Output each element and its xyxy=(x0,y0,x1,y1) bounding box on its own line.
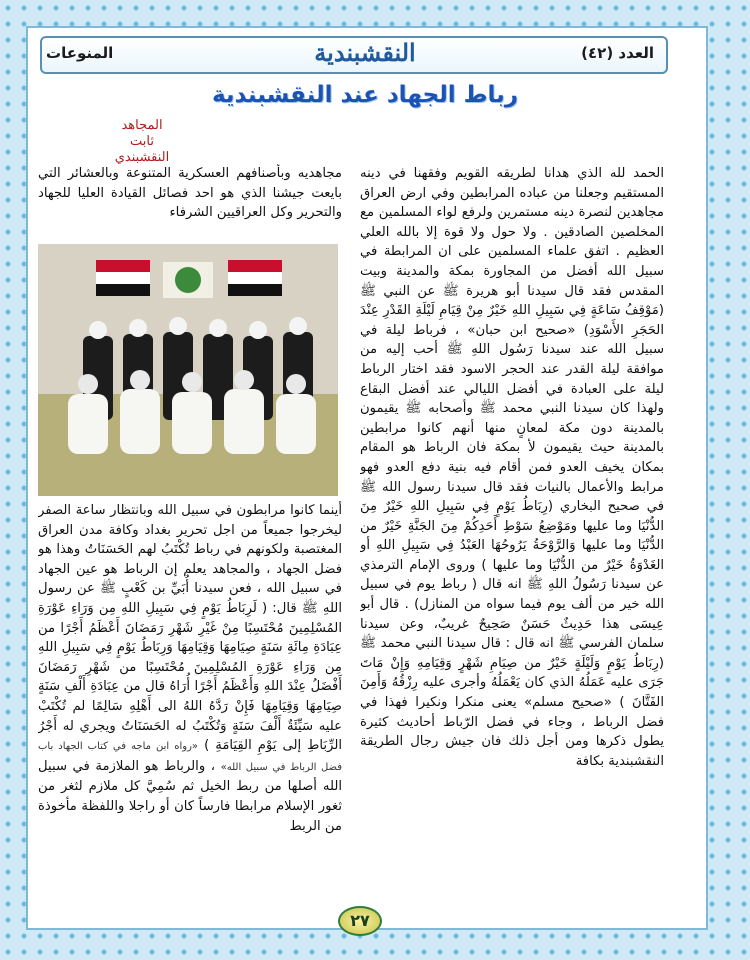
body-text: مجاهديه وبأصنافهم العسكرية المتنوعة وبالعشائر التي بايعت جيشنا الذي هو احد فصائل القيادة العليا للجهاد والتحرير وكل العراقيين الشرفاء xyxy=(38,166,342,221)
section-label: المنوعات xyxy=(46,44,114,62)
author-block xyxy=(102,118,182,166)
article-column-left-bottom xyxy=(38,501,342,905)
page-number: ٢٧ xyxy=(338,906,382,936)
body-text: الحمد لله الذي هدانا لطريقه القويم وفقهنا في دينه المستقيم وجعلنا من عباده المرابطين وفي ارض العراق مجاهدين لنصرة دينه مستمرين ولرفع لواء المسلمين مع المخلصين الصادقين . ولا حول ولا قوة إلا بالله العلي العظيم . اتفق علماء المسلمين على ان المرابطة في سبيل الله أفضل من المجاورة بمكة والمدينة وبيت المقدس فقد قال سيدنا أبو هريرة ﷺ عن النبي ﷺ (مَوْقِفُ سَاعَةٍ فِي سَبِيلِ اللهِ خَيْرٌ مِنْ قِيَامِ لَيْلَةِ القَدْرِ عِنْدَ الحَجَرِ الأَسْوَدِ) «صحيح ابن حبان» ، فرباط ليلة في سبيل الله عند سيدنا رَسُول اللهِ ﷺ أحب إليه من موافقة ليلة القدر عند الحجر الاسود فقد اختار الرباط ليلة على العبادة في أفضل الليالي عند أفضل البقاع ولهذا كان سيدنا النبي محمد ﷺ وأصحابه ﷺ يقيمون بالمدينة دون مكة لمعانٍ منها أنهم كانوا مرابطين بالمدينة حيث يقيمون لأ بمكة فان الرباط هو المقام بمكان يخيف العدو فمن أقام فيه بنية دفع العدو فهو مرابط والأعمال بالنيات فقد قال سيدنا رسول الله ﷺ في صحيح البخاري (رِبَاطُ يَوْمٍ فِي سَبِيلِ اللهِ خَيْرٌ مِنَ الدُّنْيَا وما عليها ومَوْضِعُ سَوْطِ أَحَدِكُمْ مِنَ الجَنَّةِ خَيْرٌ من الدُّنْيَا وما عليها وَالرَّوْحَةُ يَرُوحُهَا العَبْدُ فِي سَبِيلِ اللهِ أو الغَدْوَةُ خَيْرٌ من الدُّنْيَا وما عليها ) وروى الإمام الترمذي عن سيدنا رَسُولُ اللهِ ﷺ انه قال ( رباط يوم في سبيل الله خير من ألف يوم فيما سواه من المنازل) . قال أبو عِيسَى هذا حَدِيثٌ حَسَنٌ صَحِيحٌ غريبٌ، وعن سيدنا سلمان الفرسي ﷺ انه قال : قال سيدنا النبي محمد ﷺ (رِبَاطُ يَوْمٍ وَلَيْلَةٍ خَيْرٌ من صِيَامِ شَهْرٍ وَقِيَامِهِ وَإِنْ مَاتَ جَرَى عليه عَمَلُهُ الذي كان يَعْمَلُهُ وأجرى عليه رِزْقُهُ وَأَمِنَ الفَتَّانَ ) «صحيح مسلم» يعنى منكرا ونكيرا فهذا في فضل الرباط ، وجاء في فضل الرّباط أحاديث كثيرة يطول ذكرها ومن أجل ذلك فان جيش رجال الطريقة النقشبندية بكافة xyxy=(360,166,664,769)
author-role: المجاهد xyxy=(121,118,163,133)
photo-illustration xyxy=(38,244,338,496)
article-title: رباط الجهاد عند النقشبندية xyxy=(211,82,519,108)
hadith-text: أينما كانوا مرابطون في سبيل الله وبانتظار ساعة الصفر ليخرجوا جميعاً من اجل تحرير بغداد وكافة مدن العراق المغتصبة ولكونهم في رباط تُكْتَبُ لهم الحَسَنَاتُ وهذا هو فضل الجهاد ، والمجاهد يعلم إن الرباط هو عين الجهاد في سبيل الله ، فعن سيدنا أُبَيِّ بن كَعْبٍ ﷺ عن رسول اللهِ ﷺ قال: ( لَرِبَاطُ يَوْمٍ فِي سَبِيلِ اللهِ مِن وَرَاءِ عَوْرَةِ المُسْلِمِينَ مُحْتَسِبًا مِنْ غَيْرِ شَهْرِ رَمَضَانَ أَعْظَمُ أَجْرًا من عِبَادَةِ مِائَةِ سَنَةٍ صِيَامِهَا وَقِيَامِهَا وَرِبَاطُ يَوْمٍ فِي سَبِيلِ اللهِ مِن وَرَاءِ عَوْرَةِ المُسْلِمِينَ مُحْتَسِبًا من شَهْرِ رَمَضَانَ أَفْضَلُ عِنْدَ اللهِ وَأَعْظَمُ أَجْرًا أُرَاهُ قال من عِبَادَةِ أَلْفِ سَنَةٍ صِيَامِهَا وَقِيَامِهَا فَإِنْ رَدَّهُ اللهُ الى أَهْلِهِ سَالِمًا لم تُكْتَبْ عليه سَيِّئَةٌ أَلْفَ سَنَةٍ وَتُكْتَبُ له الحَسَنَاتُ ويجري له أَجْرُ الرِّبَاطِ إلى يَوْمِ القِيَامَةِ ) xyxy=(38,503,342,754)
article-column-right xyxy=(360,164,664,904)
issue-number: العدد (٤٢) xyxy=(581,44,654,62)
article-photo xyxy=(38,244,338,496)
author-name: ثابت النقشبندي xyxy=(114,134,170,165)
magazine-logo: النقشبندية xyxy=(314,38,416,67)
article-column-left-top xyxy=(38,164,342,242)
body-continuation: ، والرباط هو الملازمة في سبيل الله أصلها من ربط الخيل ثم سُمِيَّ كل ملازم لثغر من ثغور الإسلام مرابطا فارساً كان أو راجلا واللفظة مأخوذة من الربط xyxy=(38,758,342,834)
body-text xyxy=(38,501,342,836)
citation: «رواه ابن ماجه في كتاب الجهاد باب فضل الرباط في سبيل الله» xyxy=(38,741,342,773)
